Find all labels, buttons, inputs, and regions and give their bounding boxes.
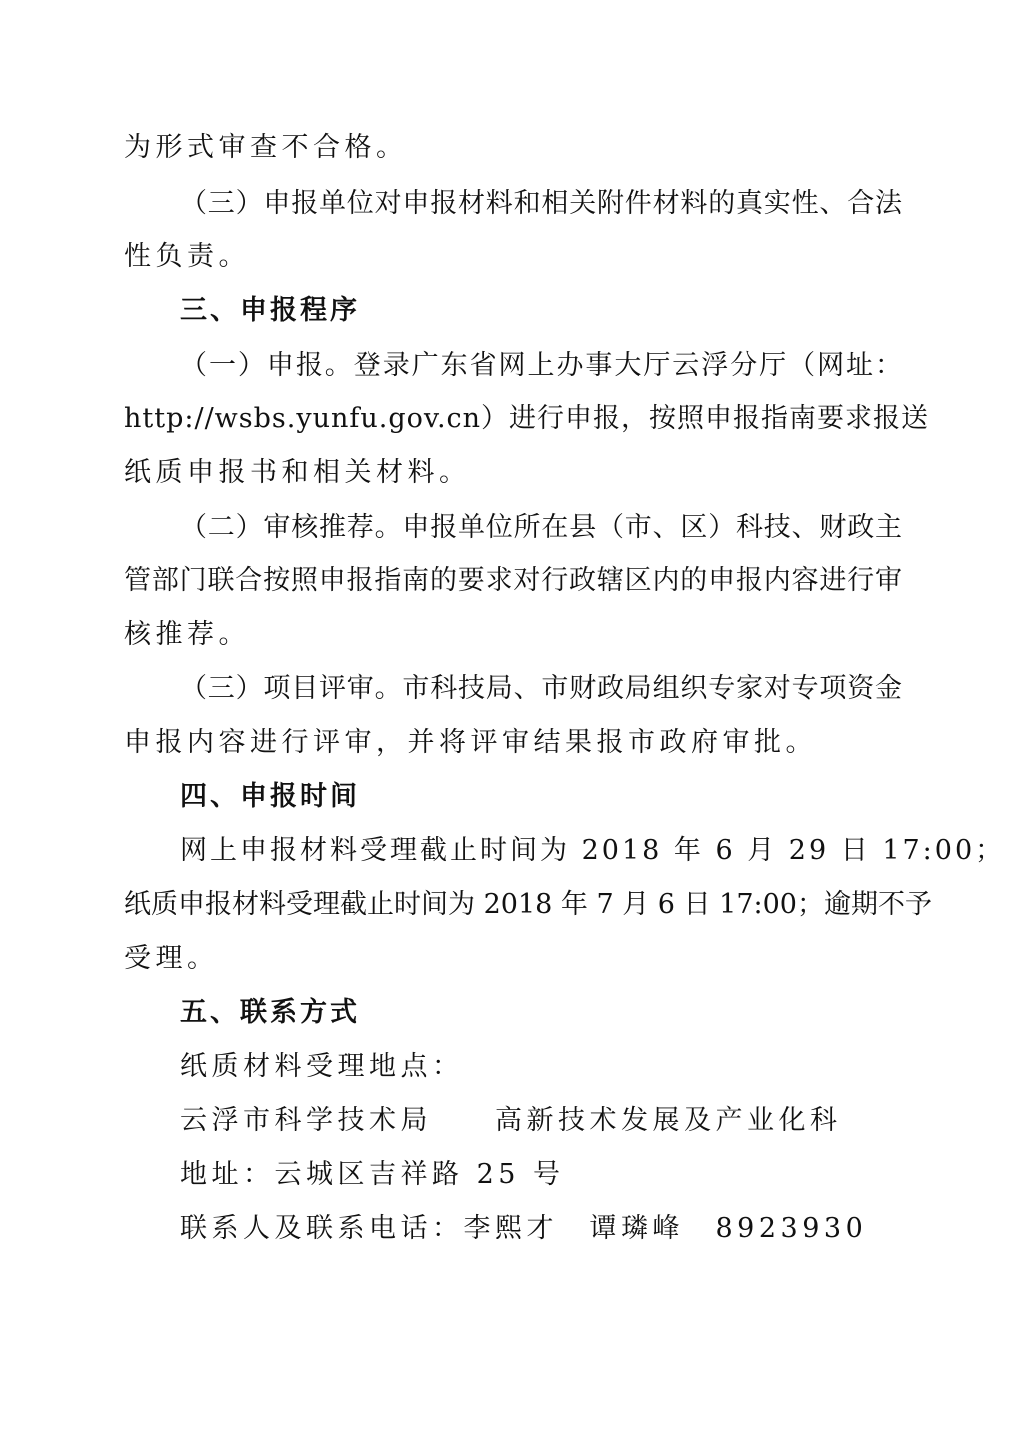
paragraph-line: （三）申报单位对申报材料和相关附件材料的真实性、合法	[180, 188, 902, 219]
paragraph-line: （三）项目评审。市科技局、市财政局组织专家对专项资金	[180, 673, 902, 704]
paragraph-line: 受理。	[124, 943, 219, 974]
paragraph-line: 管部门联合按照申报指南的要求对行政辖区内的申报内容进行审	[124, 565, 902, 596]
contact-persons: 联系人及联系电话：李熙才 谭璘峰 8923930	[180, 1213, 868, 1244]
contact-label: 纸质材料受理地点：	[180, 1051, 464, 1082]
contact-address: 地址：云城区吉祥路 25 号	[180, 1159, 565, 1190]
section-heading: 五、联系方式	[180, 997, 360, 1028]
paragraph-line: 核推荐。	[124, 619, 250, 650]
section-heading: 三、申报程序	[180, 295, 360, 326]
paragraph-line: 为形式审查不合格。	[124, 132, 408, 163]
paragraph-line: （二）审核推荐。申报单位所在县（市、区）科技、财政主	[180, 512, 902, 543]
section-heading: 四、申报时间	[180, 781, 360, 812]
paragraph-line: 纸质申报书和相关材料。	[124, 457, 471, 488]
paragraph-line: 申报内容进行评审，并将评审结果报市政府审批。	[124, 727, 817, 758]
paragraph-line: http://wsbs.yunfu.gov.cn）进行申报，按照申报指南要求报送	[124, 403, 930, 434]
contact-office: 云浮市科学技术局 高新技术发展及产业化科	[180, 1105, 842, 1136]
paragraph-line: 性负责。	[124, 241, 250, 272]
paragraph-line: 网上申报材料受理截止时间为 2018 年 6 月 29 日 17:00；	[180, 835, 1006, 866]
paragraph-line: （一）申报。登录广东省网上办事大厅云浮分厅（网址：	[180, 350, 902, 381]
paragraph-line: 纸质申报材料受理截止时间为 2018 年 7 月 6 日 17:00；逾期不予	[124, 889, 932, 920]
